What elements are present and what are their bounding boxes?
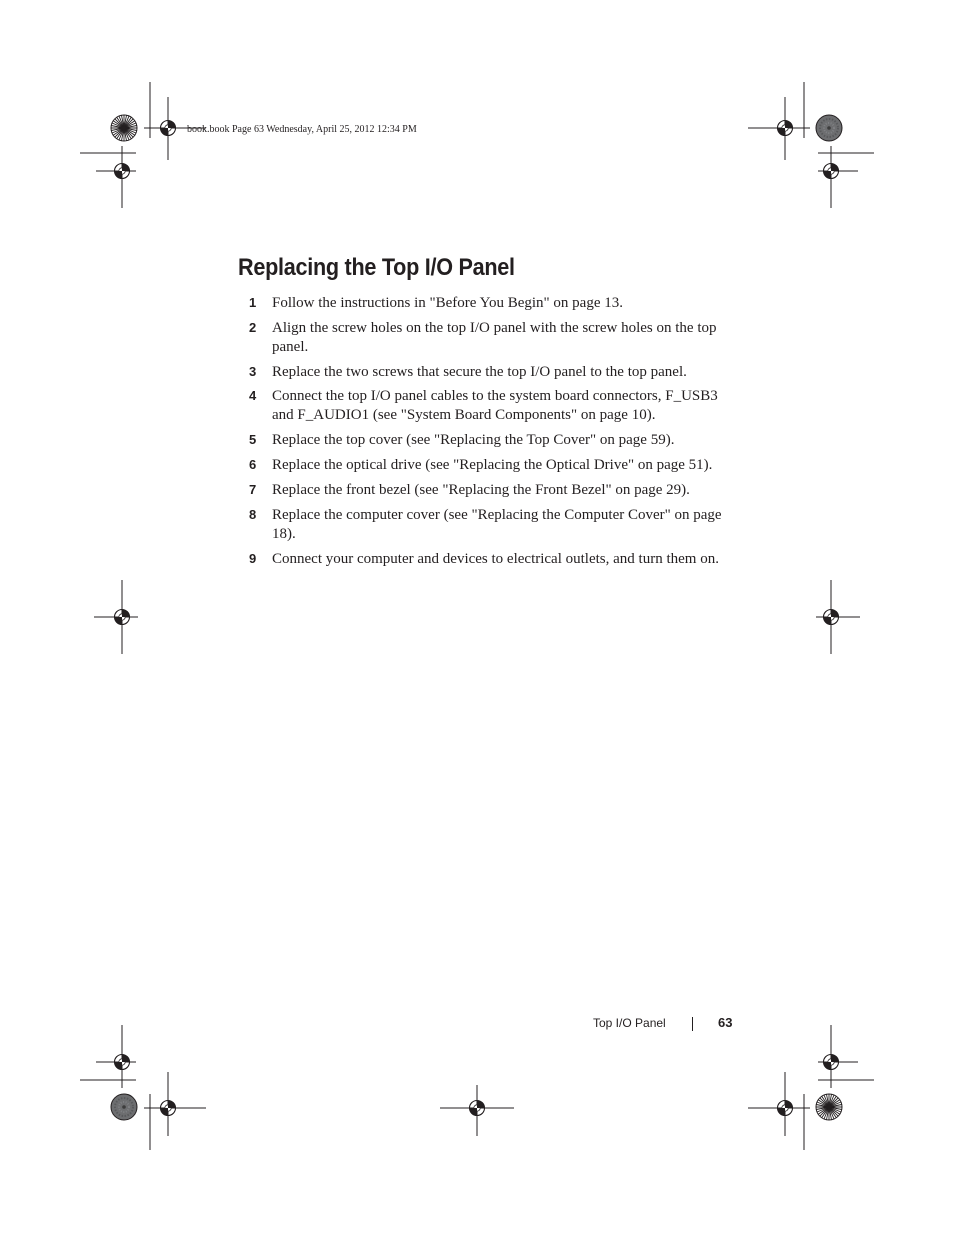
step-text: Replace the two screws that secure the top I/O panel to the top panel.	[272, 364, 687, 380]
footer-divider	[692, 1017, 693, 1031]
step-number: 9	[249, 551, 257, 566]
step-text: Follow the instructions in "Before You Begin" on page 13.	[272, 295, 623, 311]
step-text: Connect the top I/O panel cables to the system board connectors, F_USB3 and F_AUDIO1 (see "System Board Components" on page 10).	[272, 388, 718, 423]
step-number: 3	[249, 364, 257, 379]
step-number: 7	[249, 482, 257, 497]
step-text: Align the screw holes on the top I/O panel with the screw holes on the top panel.	[272, 320, 717, 355]
page-title: Replacing the Top I/O Panel	[238, 254, 515, 281]
step-number: 5	[249, 432, 257, 447]
step-text: Replace the computer cover (see "Replacing the Computer Cover" on page 18).	[272, 507, 722, 542]
step-text: Replace the top cover (see "Replacing the Top Cover" on page 59).	[272, 432, 675, 448]
print-slug: book.book Page 63 Wednesday, April 25, 2012 12:34 PM	[187, 124, 417, 135]
step-number: 2	[249, 320, 257, 335]
step-text: Connect your computer and devices to electrical outlets, and turn them on.	[272, 551, 719, 567]
step-text: Replace the optical drive (see "Replacing the Optical Drive" on page 51).	[272, 457, 713, 473]
footer-section-title: Top I/O Panel	[593, 1016, 666, 1030]
page-number: 63	[718, 1015, 733, 1030]
step-number: 1	[249, 295, 257, 310]
step-number: 6	[249, 457, 257, 472]
step-number: 8	[249, 507, 257, 522]
step-text: Replace the front bezel (see "Replacing the Front Bezel" on page 29).	[272, 482, 690, 498]
step-number: 4	[249, 388, 257, 403]
